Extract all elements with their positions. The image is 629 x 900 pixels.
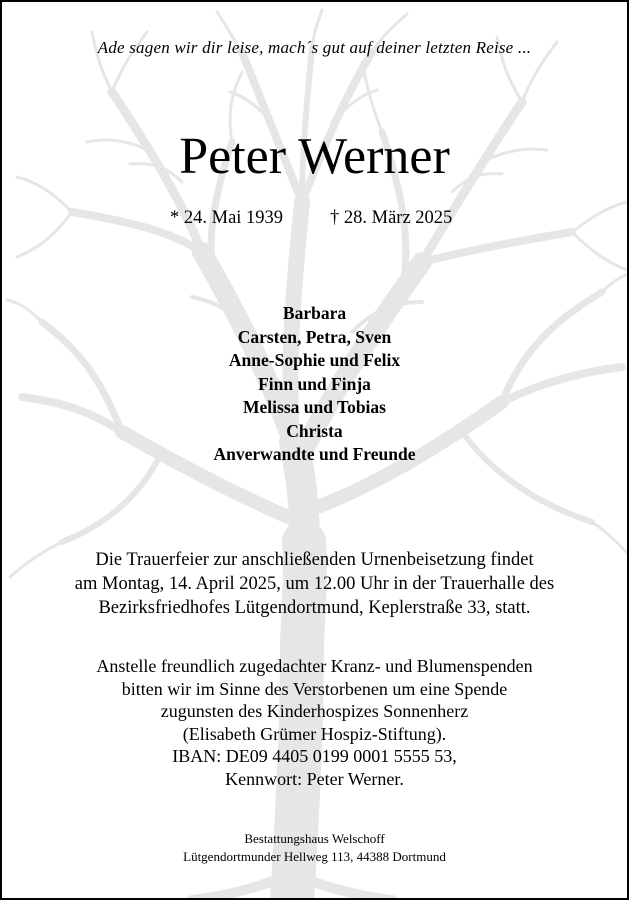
mourner-line: Anne-Sophie und Felix: [228, 350, 401, 370]
mourners-list: [2, 302, 627, 467]
service-line: am Montag, 14. April 2025, um 12.00 Uhr in der Trauerhalle des: [74, 574, 555, 594]
funeral-home-name: Bestattungshaus Welschoff: [244, 831, 385, 846]
mourner-line: Melissa und Tobias: [243, 397, 386, 417]
donation-line: (Elisabeth Grümer Hospiz-Stiftung).: [182, 723, 447, 744]
mourner-line: Anverwandte und Freunde: [213, 444, 416, 464]
donation-request: [2, 655, 627, 790]
mourner-line: Christa: [286, 420, 343, 441]
donation-line: zugunsten des Kinderhospizes Sonnenherz: [160, 701, 469, 721]
funeral-home-address: Lütgendortmunder Hellweg 113, 44388 Dortmund: [183, 848, 446, 864]
donation-line: IBAN: DE09 4405 0199 0001 5555 53,: [172, 746, 457, 766]
mourner-line: Carsten, Petra, Sven: [237, 326, 392, 347]
donation-line: Anstelle freundlich zugedachter Kranz- und Blumenspenden: [96, 656, 533, 676]
motto-line: Ade sagen wir dir leise, mach´s gut auf deiner letzten Reise ...: [97, 38, 532, 57]
mourner-line: Finn und Finja: [258, 373, 371, 394]
mourner-line: Barbara: [282, 303, 347, 323]
death-date: † 28. März 2025: [330, 208, 453, 228]
service-line: Bezirksfriedhofes Lütgendortmund, Keplerstraße 33, statt.: [98, 598, 531, 618]
funeral-home-footer: [2, 830, 627, 865]
donation-line: bitten wir im Sinne des Verstorbenen um eine Spende: [121, 678, 508, 699]
deceased-name: Peter Werner: [179, 128, 450, 185]
donation-line: Kennwort: Peter Werner.: [225, 768, 404, 789]
service-line: Die Trauerfeier zur anschließenden Urnenbeisetzung findet: [95, 550, 534, 570]
funeral-service-info: [2, 548, 627, 620]
birth-date: * 24. Mai 1939: [170, 208, 284, 228]
